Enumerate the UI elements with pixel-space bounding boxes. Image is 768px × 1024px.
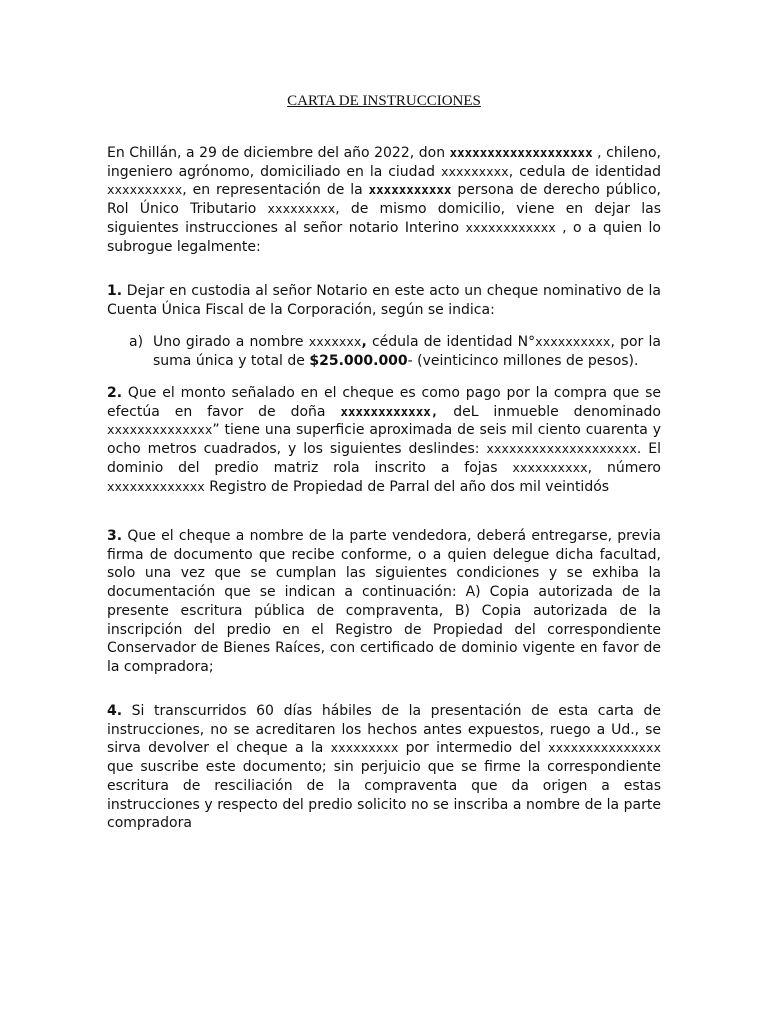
paragraph-1-number: 1. bbox=[107, 283, 123, 299]
paragraph-2-text-2: deL inmueble denominado bbox=[438, 403, 662, 420]
paragraph-2 bbox=[107, 384, 661, 496]
paragraph-2-bounds: xxxxxxxxxxxxxxxxxxxx bbox=[486, 441, 637, 457]
paragraph-2-text-1: Que el monto señalado en el cheque es como pago por la compra que se efectúa en favor de doña bbox=[107, 385, 661, 420]
intro-name: xxxxxxxxxxxxxxxxxxx bbox=[449, 145, 593, 160]
list-a-text-2: cédula de identidad N° bbox=[366, 334, 536, 350]
list-item-a bbox=[129, 333, 661, 370]
intro-city: xxxxxxxxx bbox=[440, 163, 509, 179]
paragraph-4-text-2: por intermedio del bbox=[398, 740, 549, 757]
paragraph-3-number: 3. bbox=[107, 528, 123, 544]
document-title: CARTA DE INSTRUCCIONES bbox=[287, 93, 481, 109]
paragraph-2-text-3: ” tiene una superficie aproximada de seis mil ciento cuarenta y ocho metros cuadrados, y los siguientes deslindes: bbox=[107, 422, 661, 458]
paragraph-2-buyer: xxxxxxxxxxxx, bbox=[340, 403, 439, 419]
intro-text-3: , cedula de identidad bbox=[508, 163, 661, 180]
list-a-comma: , bbox=[361, 334, 367, 350]
paragraph-3-text: Que el cheque a nombre de la parte vendedora, deberá entregarse, previa firma de documento que recibe conforme, o a quien delegue dicha facultad, solo una vez que se cumplan las siguientes condiciones y se exhiba la documentación que se indican a continuación: A) Copia autorizada de la presente escritura pública de compraventa, B) Copia autorizada de la inscripción del predio en el Registro de Propiedad del correspondiente Conservador de Bienes Raíces, con certificado de dominio vigente en favor de la compradora; bbox=[107, 528, 661, 675]
paragraph-2-fojas: xxxxxxxxxx bbox=[512, 459, 588, 475]
intro-text-5: persona de derecho público, Rol Único Tributario bbox=[107, 182, 661, 218]
list-item-a-text bbox=[153, 333, 661, 370]
paragraph-4-recipient: xxxxxxxxx bbox=[330, 740, 399, 756]
list-a-text-3: , por la suma única y total de bbox=[153, 334, 662, 369]
intro-text-7: , o a quien lo subrogue legalmente: bbox=[107, 219, 661, 255]
list-a-amount: $25.000.000 bbox=[309, 352, 408, 369]
intro-text-2: , chileno, ingeniero agrónomo, domiciliado en la ciudad bbox=[107, 145, 661, 180]
paragraph-2-property: xxxxxxxxxxxxxx bbox=[107, 422, 213, 438]
paragraph-4 bbox=[107, 702, 661, 833]
intro-entity: xxxxxxxxxxx bbox=[368, 182, 452, 198]
list-marker-a: a) bbox=[129, 334, 144, 350]
paragraph-4-number: 4. bbox=[107, 703, 123, 719]
paragraph-4-text-3: que suscribe este documento; sin perjuicio que se firme la correspondiente escritura de resciliación de la compraventa que da origen a estas instrucciones y respecto del predio solicito no se inscriba a nombre de la parte compradora bbox=[107, 759, 661, 832]
paragraph-1 bbox=[107, 282, 661, 319]
intro-paragraph bbox=[107, 144, 661, 256]
paragraph-4-via: xxxxxxxxxxxxxxx bbox=[548, 740, 661, 756]
intro-text-6: , de mismo domicilio, viene en dejar las siguientes instrucciones al señor notario Interino bbox=[107, 201, 661, 236]
paragraph-2-number: 2. bbox=[107, 385, 123, 401]
paragraph-4-text-1: Si transcurridos 60 días hábiles de la presentación de esta carta de instrucciones, no se acreditaren los hechos antes expuestos, ruego a Ud., se sirva devolver el cheque a la bbox=[107, 703, 661, 757]
list-a-text-1: Uno girado a nombre bbox=[153, 334, 309, 350]
intro-rol: xxxxxxxxx bbox=[267, 201, 336, 217]
list-a-payee: xxxxxxx bbox=[308, 334, 362, 349]
paragraph-2-text-5: , número bbox=[587, 459, 661, 476]
paragraph-1-text: Dejar en custodia al señor Notario en este acto un cheque nominativo de la Cuenta Única Fiscal de la Corporación, según se indica: bbox=[107, 283, 661, 318]
intro-text-1: En Chillán, a 29 de diciembre del año 2022, don bbox=[107, 145, 450, 161]
intro-rut: xxxxxxxxxx bbox=[107, 182, 183, 198]
paragraph-2-numero: xxxxxxxxxxxxx bbox=[107, 478, 205, 494]
paragraph-3 bbox=[107, 527, 661, 677]
intro-notary: xxxxxxxxxxxx bbox=[465, 219, 556, 235]
paragraph-2-text-4: . El dominio del predio matriz rola inscrito a fojas bbox=[107, 441, 661, 476]
list-a-text-4: - (veinticinco millones de pesos). bbox=[407, 352, 639, 369]
list-a-id: xxxxxxxxxx bbox=[535, 334, 611, 349]
paragraph-2-text-6: Registro de Propiedad de Parral del año dos mil veintidós bbox=[204, 478, 610, 495]
intro-text-4: , en representación de la bbox=[182, 182, 369, 199]
